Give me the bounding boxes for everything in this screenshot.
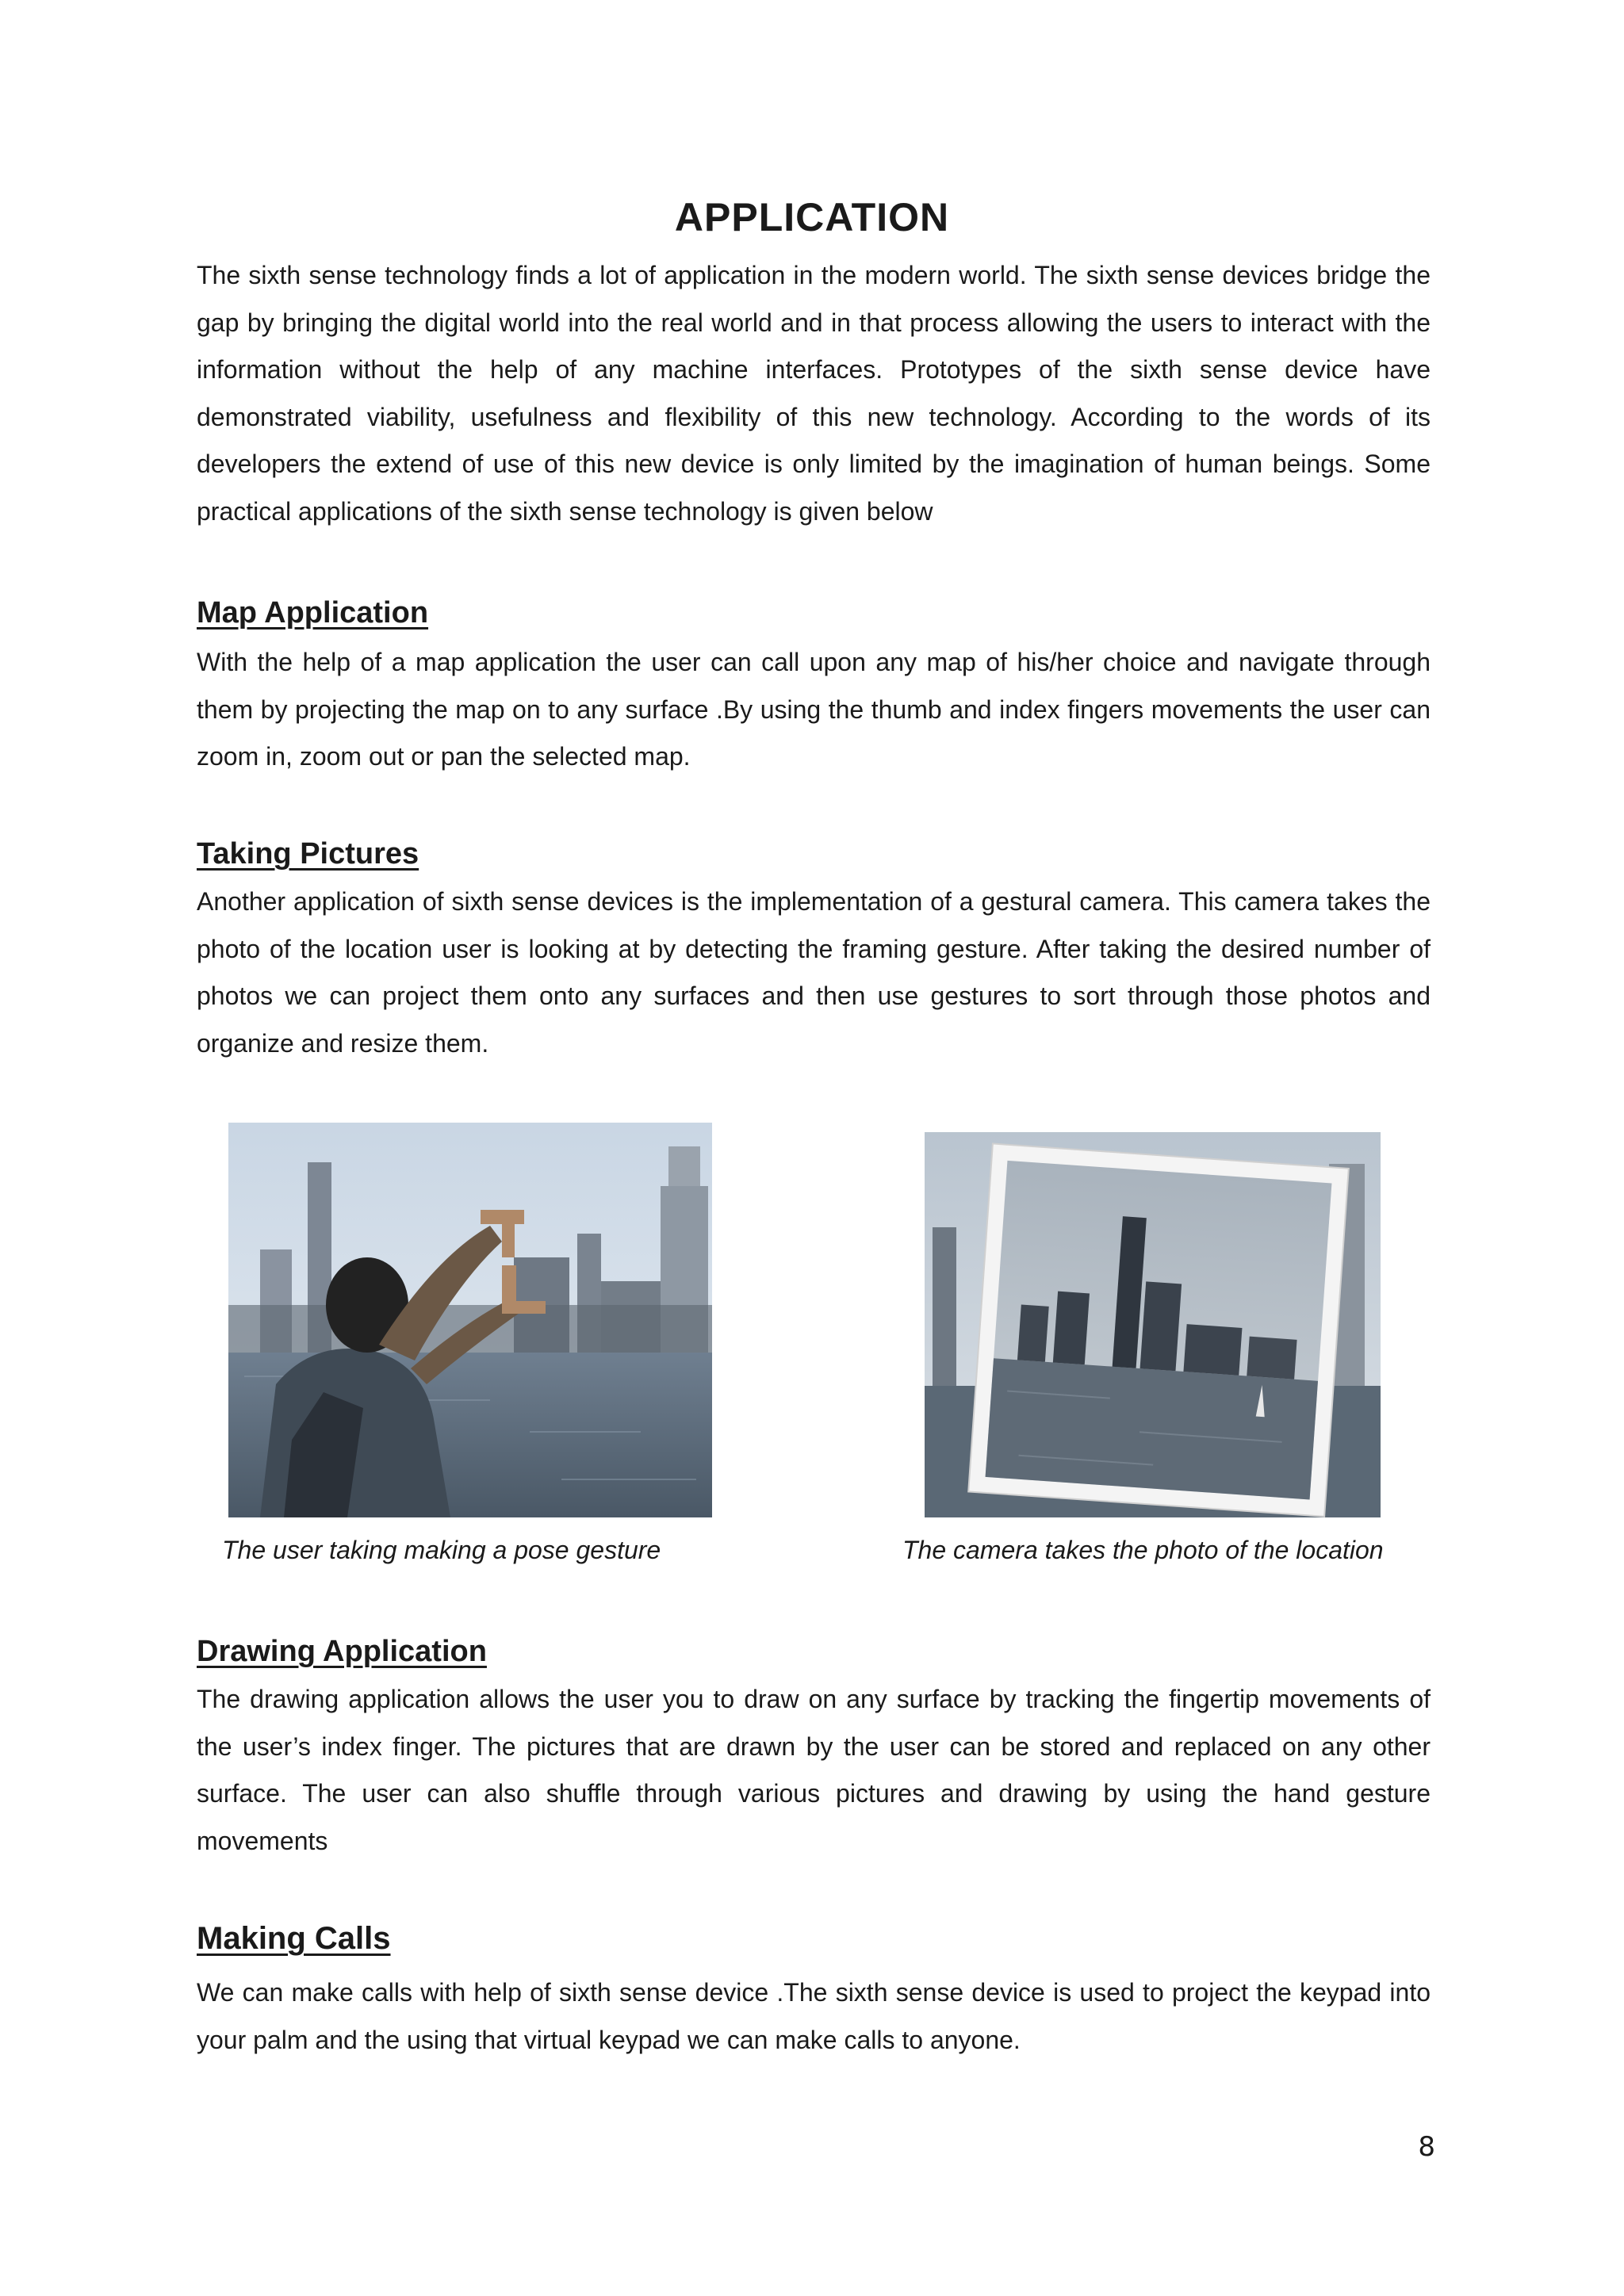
drawing-application-heading: Drawing Application [197,1635,487,1668]
page-number: 8 [1418,2131,1435,2163]
taking-pictures-paragraph: Another application of sixth sense devices is the implementation of a gestural camera. This camera takes the photo of the location user is looking at by detecting the framing gesture. After taking the desired number of photos we can project them onto any surfaces and then use gestures to sort through those photos and organize and resize them. [197,887,1431,1058]
pose-gesture-photo [228,1123,712,1517]
making-calls-paragraph: We can make calls with help of sixth sense device .The sixth sense device is used to project the keypad into your palm and the using that virtual keypad we can make calls to anyone. [197,1978,1431,2054]
map-application-heading: Map Application [197,596,429,629]
captured-location-photo [925,1132,1381,1517]
taking-pictures-heading: Taking Pictures [197,837,419,871]
intro-paragraph: The sixth sense technology finds a lot of application in the modern world. The sixth sense devices bridge the gap by bringing the digital world into the real world and in that process allowing the users to interact with the information without the help of any machine interfaces. Prototypes of the sixth sense device have demonstrated viability, usefulness and flexibility of this new technology. According to the words of its developers the extend of use of this new device is only limited by the imagination of human beings. Some practical applications of the sixth sense technology is given below [197,261,1431,526]
page-title: APPLICATION [674,195,950,239]
right-figure-caption: The camera takes the photo of the location [902,1536,1384,1564]
drawing-application-paragraph: The drawing application allows the user you to draw on any surface by tracking the fingertip movements of the user’s index finger. The pictures that are drawn by the user can be stored and replaced on any other surface. The user can also shuffle through various pictures and drawing by using the hand gesture movements [197,1685,1431,1855]
map-application-paragraph: With the help of a map application the user can call upon any map of his/her choice and navigate through them by projecting the map on to any surface .By using the thumb and index fingers movements the user can zoom in, zoom out or pan the selected map. [197,648,1431,771]
left-figure-caption: The user taking making a pose gesture [222,1536,661,1564]
making-calls-heading: Making Calls [197,1921,391,1956]
